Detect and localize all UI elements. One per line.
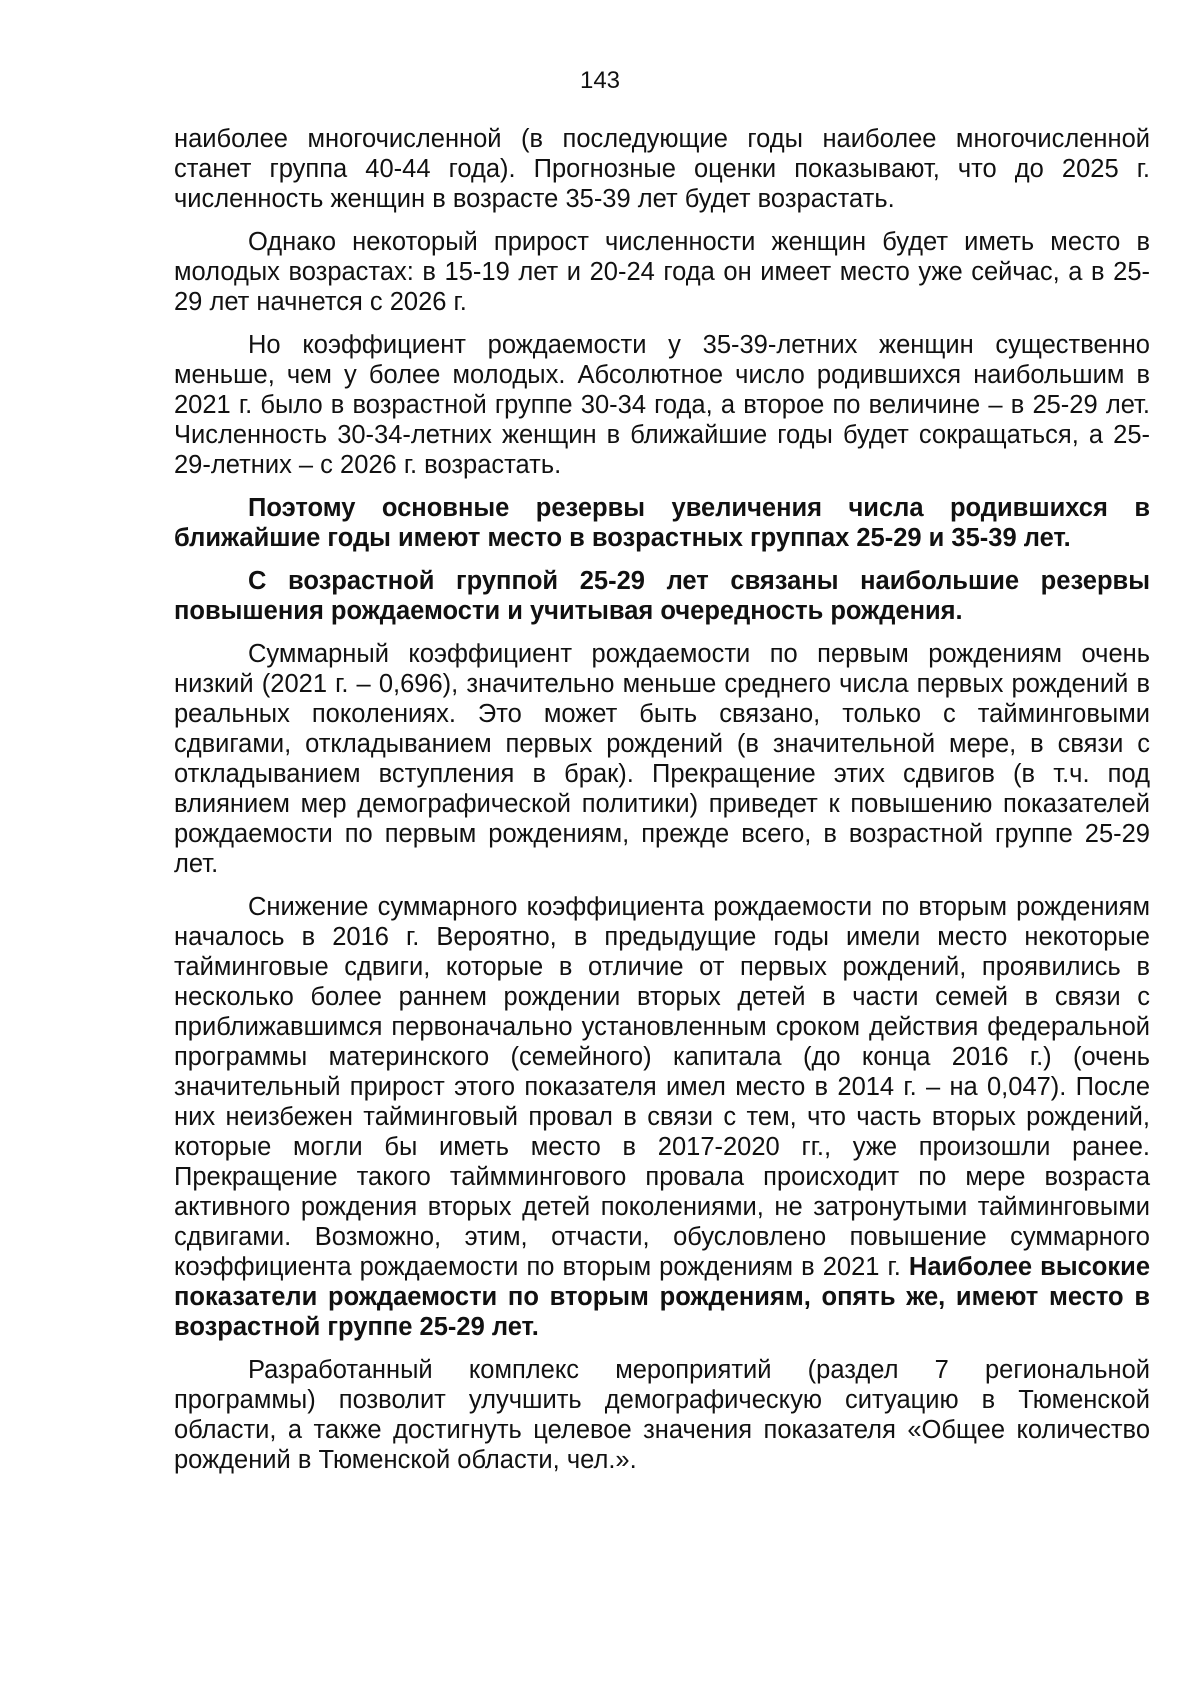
paragraph: Однако некоторый прирост численности женщин будет иметь место в молодых возрастах: в 15-19 лет и 20-24 года он имеет место уже сейчас, а в 25-29 лет начнется с 2026 г. xyxy=(174,228,1150,316)
paragraph: Но коэффициент рождаемости у 35-39-летних женщин существенно меньше, чем у более молодых. Абсолютное число родившихся наибольшим в 2021 г. было в возрастной группе 30-34 года, а второе по величине – в 25-29 лет. Численность 30-34-летних женщин в ближайшие годы будет сокращаться, а 25-29-летних – с 2026 г. возрастать. xyxy=(174,331,1150,479)
paragraph-text: Снижение суммарного коэффициента рождаемости по вторым рождениям началось в 2016 г. Вероятно, в предыдущие годы имели место некоторые тайминговые сдвиги, которые в отличие от первых рождений, проявились в несколько более раннем рождении вторых детей в части семей в связи с приближавшимся первоначально установленным сроком действия федеральной программы материнского (семейного) капитала (до конца 2016 г.) (очень значительный прирост этого показателя имел место в 2014 г. – на 0,047). После них неизбежен тайминговый провал в связи с тем, что часть вторых рождений, которые могли бы иметь место в 2017-2020 гг., уже произошли ранее. Прекращение такого тайммингового провала происходит по мере возраста активного рождения вторых детей поколениями, не затронутыми тайминговыми сдвигами. Возможно, этим, отчасти, обусловлено повышение суммарного коэффициента рождаемости по вторым рождениям в 2021 г. xyxy=(174,893,1150,1281)
paragraph-bold-conclusion: С возрастной группой 25-29 лет связаны наибольшие резервы повышения рождаемости и учитывая очередность рождения. xyxy=(174,567,1150,625)
paragraph-bold-text: Наиболее высокие показатели рождаемости по вторым рождениям, опять же, имеют место в возрастной группе 25-29 лет. xyxy=(174,1253,1151,1341)
paragraph: Разработанный комплекс мероприятий (раздел 7 региональной программы) позволит улучшить демографическую ситуацию в Тюменской области, а также достигнуть целевое значения показателя «Общее количество рождений в Тюменской области, чел.». xyxy=(174,1356,1150,1474)
paragraph-bold-conclusion: Поэтому основные резервы увеличения числа родившихся в ближайшие годы имеют место в возрастных группах 25-29 и 35-39 лет. xyxy=(174,494,1150,552)
page-number: 143 xyxy=(579,67,621,94)
paragraph-mixed xyxy=(174,892,1150,1342)
paragraph: Суммарный коэффициент рождаемости по первым рождениям очень низкий (2021 г. – 0,696), значительно меньше среднего числа первых рождений в реальных поколениях. Это может быть связано, только с тайминговыми сдвигами, откладыванием первых рождений (в значительной мере, в связи с откладыванием вступления в брак). Прекращение этих сдвигов (в т.ч. под влиянием мер демографической политики) приведет к повышению показателей рождаемости по первым рождениям, прежде всего, в возрастной группе 25-29 лет. xyxy=(174,640,1150,878)
document-body xyxy=(174,124,1150,1488)
paragraph-continuation: наиболее многочисленной (в последующие годы наиболее многочисленной станет группа 40-44 года). Прогнозные оценки показывают, что до 2025 г. численность женщин в возрасте 35-39 лет будет возрастать. xyxy=(174,125,1150,213)
